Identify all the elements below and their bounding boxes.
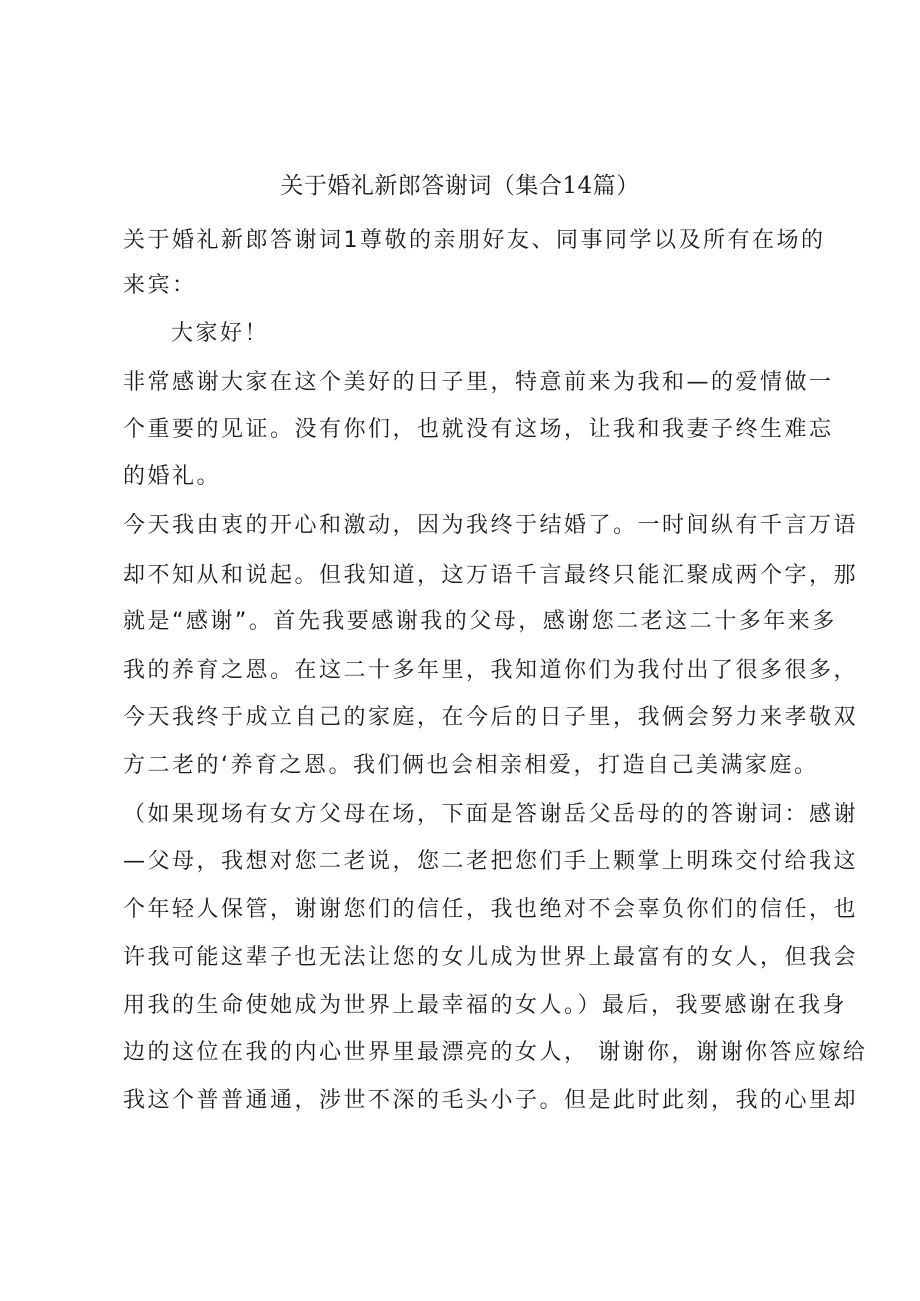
text-line: 个重要的见证。没有你们，也就没有这场，让我和我妻子终生难忘 bbox=[123, 417, 834, 442]
text-line: 我的养育之恩。在这二十多年里，我知道你们为我付出了很多很多， bbox=[123, 658, 859, 683]
text-line: 今天我终于成立自己的家庭，在今后的日子里，我俩会努力来孝敬双 bbox=[123, 705, 859, 730]
document-title: 关于婚礼新郎答谢词（集合14篇） bbox=[280, 173, 640, 199]
text-line: 大家好！ bbox=[171, 321, 270, 346]
text-line: 用我的生命使她成为世界上最幸福的女人。）最后，我要感谢在我身 bbox=[123, 993, 848, 1018]
text-line: 的婚礼。 bbox=[123, 464, 222, 489]
text-line: 方二老的‘养育之恩。我们俩也会相亲相爱，打造自己美满家庭。 bbox=[123, 753, 819, 778]
text-line: 许我可能这辈子也无法让您的女儿成为世界上最富有的女人，但我会 bbox=[123, 945, 859, 970]
text-line: 今天我由衷的开心和激动，因为我终于结婚了。一时间纵有千言万语 bbox=[123, 513, 859, 538]
text-line: 个年轻人保管，谢谢您们的信任，我也绝对不会辜负你们的信任，也 bbox=[123, 897, 859, 922]
text-line: 却不知从和说起。但我知道，这万语千言最终只能汇聚成两个字，那 bbox=[123, 563, 859, 588]
text-line: 就是“感谢”。首先我要感谢我的父母，感谢您二老这二十多年来多 bbox=[123, 609, 837, 634]
text-line: （如果现场有女方父母在场，下面是答谢岳父岳母的的答谢词：感谢 bbox=[123, 802, 859, 827]
text-line: 我这个普普通通，涉世不深的毛头小子。但是此时此刻，我的心里却 bbox=[123, 1088, 859, 1113]
text-line: —父母，我想对您二老说，您二老把您们手上颗掌上明珠交付给我这 bbox=[123, 849, 859, 874]
text-line: 非常感谢大家在这个美好的日子里，特意前来为我和—的爱情做一 bbox=[123, 370, 834, 395]
text-line: 边的这位在我的内心世界里最漂亮的女人， 谢谢你，谢谢你答应嫁给 bbox=[123, 1040, 868, 1065]
text-line: 关于婚礼新郎答谢词1尊敬的亲朋好友、同事同学以及所有在场的 bbox=[123, 228, 826, 253]
text-line: 来宾： bbox=[123, 273, 197, 298]
